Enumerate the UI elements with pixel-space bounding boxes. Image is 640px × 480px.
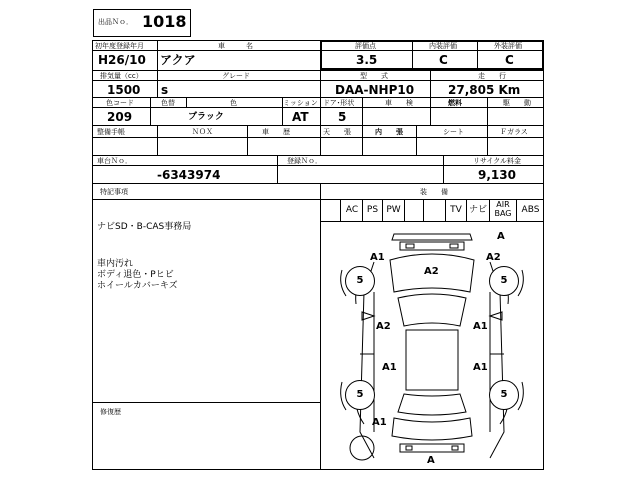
transmission-label: ミッション — [283, 99, 318, 107]
front-glass-label: Ｆガラス — [500, 128, 528, 136]
lot-number-box — [93, 9, 191, 37]
equipment-navi: ナビ — [468, 205, 487, 215]
equipment-ps: PS — [366, 205, 379, 215]
exterior-grade-label: 外装評価 — [494, 42, 522, 50]
damage-right-door: A1 — [473, 321, 488, 332]
displacement-label: 排気量（cc） — [100, 72, 143, 80]
model-code-label: 型 式 — [360, 72, 388, 80]
lot-number-label: 出品Ｎｏ． — [98, 18, 133, 26]
color-code-value: 209 — [107, 110, 133, 124]
car-name-label: 車 名 — [218, 42, 253, 50]
color-label: 色 — [230, 99, 237, 107]
chassis-number-value: -6343974 — [157, 168, 221, 182]
repair-history-heading: 修復歴 — [100, 408, 121, 416]
damage-left-door: A2 — [376, 321, 391, 332]
equipment-ac: AC — [345, 205, 359, 215]
color-code-label: 色コード — [106, 99, 134, 107]
color-change-label: 色替 — [161, 99, 175, 107]
interior-grade-value: C — [439, 53, 448, 67]
drive-label: 駆 動 — [503, 99, 531, 107]
grade-score-value: 3.5 — [356, 53, 378, 67]
exterior-grade-value: C — [505, 53, 514, 67]
grade-score-label: 評価点 — [355, 42, 376, 50]
interior-grade-label: 内装評価 — [429, 42, 457, 50]
recycle-fee-label: リサイクル料金 — [473, 157, 522, 165]
lot-number-value: 1018 — [142, 12, 187, 31]
mileage-value: 27,805 Km — [448, 83, 521, 97]
grade-label: グレード — [222, 72, 250, 80]
damage-rear: A — [427, 455, 435, 466]
equipment-pw: PW — [386, 205, 401, 215]
inspection-label: 車 検 — [385, 99, 413, 107]
first-registration-value: H26/10 — [98, 53, 146, 67]
tire-front-right: 5 — [489, 266, 519, 296]
car-name-value: アクア — [160, 53, 196, 67]
car-history-label: 車 歴 — [262, 128, 290, 136]
first-registration-label: 初年度登録年月 — [95, 42, 144, 50]
equipment-abs: ABS — [521, 205, 540, 215]
tire-rear-right: 5 — [489, 380, 519, 410]
door-shape-label: ドア･形状 — [323, 99, 355, 107]
remark-line: ボディ退色・Pヒビ — [97, 270, 174, 280]
grade-value: s — [161, 83, 169, 97]
recycle-fee-value: 9,130 — [478, 168, 516, 182]
damage-hood: A2 — [424, 266, 439, 277]
equipment-tv: TV — [450, 205, 462, 215]
equipment-airbag: AIR BAG — [494, 200, 512, 218]
displacement-value: 1500 — [107, 83, 141, 97]
interior-trim-label: 内 張 — [375, 128, 403, 136]
service-book-label: 整備手帳 — [97, 128, 125, 136]
damage-left-rear: A1 — [382, 362, 397, 373]
damage-right-rear: A1 — [473, 362, 488, 373]
damage-front: A — [497, 231, 505, 242]
tire-front-left: 5 — [345, 266, 375, 296]
registration-number-label: 登録Ｎｏ． — [287, 157, 322, 165]
remarks-heading: 特記事項 — [100, 188, 128, 196]
mileage-label: 走 行 — [478, 72, 506, 80]
chassis-number-label: 車台Ｎｏ． — [97, 157, 132, 165]
damage-rear-left-corner: A1 — [372, 417, 387, 428]
remark-line: ホイールカバーキズ — [97, 281, 178, 291]
fuel-label: 燃料 — [448, 99, 462, 107]
damage-front-left: A1 — [370, 252, 385, 263]
car-diagram — [320, 222, 544, 470]
model-code-value: DAA-NHP10 — [335, 83, 415, 97]
color-value: ブラック — [188, 112, 224, 122]
remark-line: 車内汚れ — [97, 259, 134, 269]
equipment-heading: 装 備 — [420, 188, 448, 196]
nox-label: ＮＯＸ — [192, 128, 213, 136]
door-count-value: 5 — [338, 110, 347, 124]
remark-line: ナビSD・B-CAS事務局 — [97, 222, 192, 232]
headliner-label: 天 張 — [323, 128, 351, 136]
seat-label: シート — [443, 128, 464, 136]
transmission-value: AT — [292, 110, 309, 124]
tire-rear-left: 5 — [345, 380, 375, 410]
damage-front-right: A2 — [486, 252, 501, 263]
